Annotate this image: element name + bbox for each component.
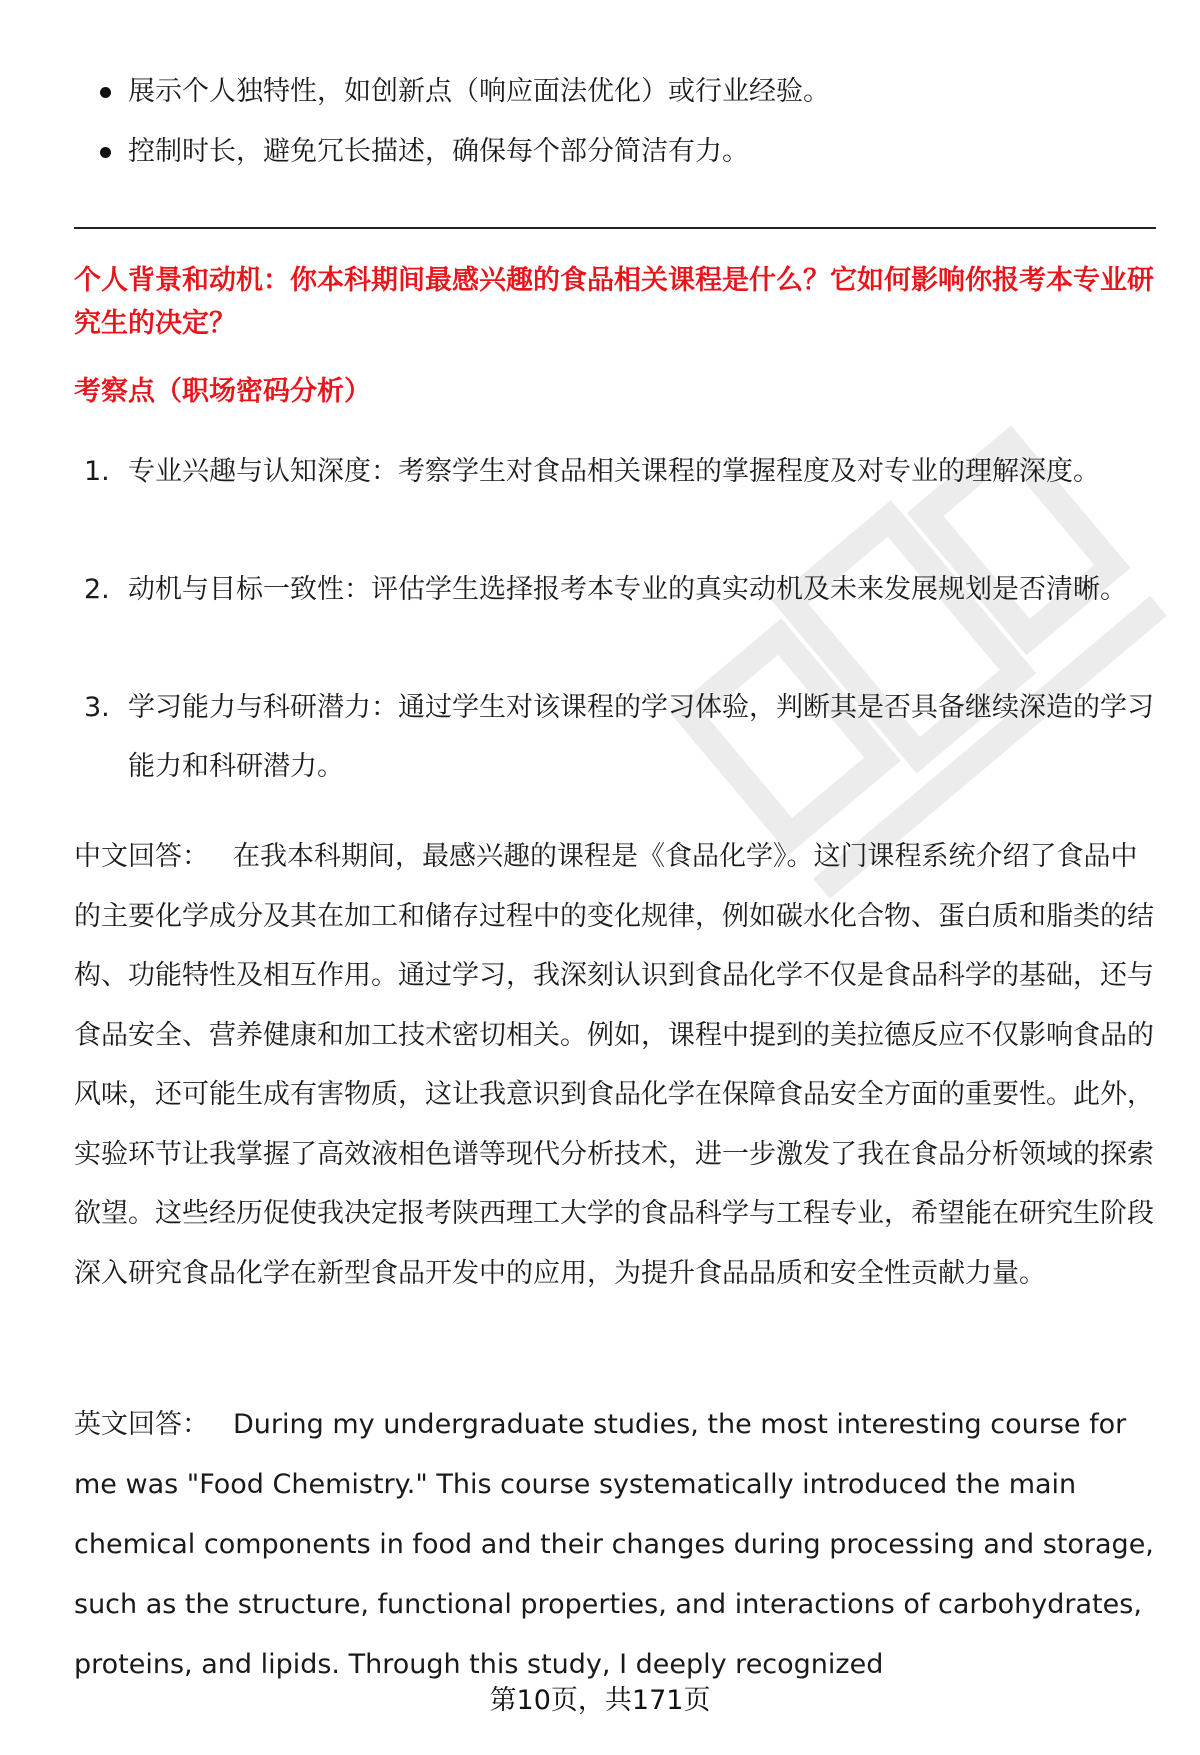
- chinese-answer-text: 在我本科期间，最感兴趣的课程是《食品化学》。这门课程系统介绍了食品中的主要化学成分及其在加工和储存过程中的变化规律，例如碳水化合物、蛋白质和脂类的结构、功能特性及相互作用。通过学习，我深刻认识到食品化学不仅是食品科学的基础，还与食品安全、营养健康和加工技术密切相关。例如，课程中提到的美拉德反应不仅影响食品的风味，还可能生成有害物质，这让我意识到食品化学在保障食品安全方面的重要性。此外，实验环节让我掌握了高效液相色谱等现代分析技术，进一步激发了我在食品分析领域的探索欲望。这些经历促使我决定报考陕西理工大学的食品科学与工程专业，希望能在研究生阶段深入研究食品化学在新型食品开发中的应用，为提升食品品质和安全性贡献力量。: [74, 841, 1154, 1289]
- tip-item: [74, 62, 1154, 122]
- bullet-dot-icon: [100, 87, 111, 98]
- tip-item: [74, 122, 1154, 182]
- focus-point-number: 3.: [84, 692, 110, 723]
- focus-point-number: 1.: [84, 456, 110, 487]
- page-footer: 第10页，共171页: [489, 1685, 711, 1716]
- question-heading: 个人背景和动机：你本科期间最感兴趣的食品相关课程是什么？它如何影响你报考本专业研究生的决定？: [74, 265, 1154, 339]
- english-answer: [74, 1395, 1156, 1695]
- english-answer-text: During my undergraduate studies, the most interesting course for me was "Food Chemistry." This course systematically introduced the main chemical components in food and their changes during processing and storage, such as the structure, functional properties, and interactions of carbohydrates, proteins, and lipids. Through this study, I deeply recognized: [74, 1409, 1154, 1680]
- focus-point: [74, 560, 1156, 678]
- divider: [74, 227, 1156, 229]
- focus-point-text: 学习能力与科研潜力：通过学生对该课程的学习体验，判断其是否具备继续深造的学习能力和科研潜力。: [128, 692, 1154, 782]
- tip-text: 展示个人独特性，如创新点（响应面法优化）或行业经验。: [128, 76, 830, 107]
- focus-point: [74, 678, 1156, 796]
- focus-point-text: 动机与目标一致性：评估学生选择报考本专业的真实动机及未来发展规划是否清晰。: [128, 574, 1127, 605]
- tip-text: 控制时长，避免冗长描述，确保每个部分简洁有力。: [128, 136, 749, 167]
- bullet-dot-icon: [100, 147, 111, 158]
- english-answer-label: 英文回答：: [74, 1409, 209, 1440]
- chinese-answer: [74, 827, 1156, 1303]
- focus-points-list: [74, 442, 1156, 796]
- tips-list: [74, 62, 1154, 182]
- focus-point: [74, 442, 1156, 560]
- focus-heading: 考察点（职场密码分析）: [74, 376, 371, 407]
- chinese-answer-label: 中文回答：: [74, 841, 209, 872]
- focus-point-number: 2.: [84, 574, 110, 605]
- focus-point-text: 专业兴趣与认知深度：考察学生对食品相关课程的掌握程度及对专业的理解深度。: [128, 456, 1100, 487]
